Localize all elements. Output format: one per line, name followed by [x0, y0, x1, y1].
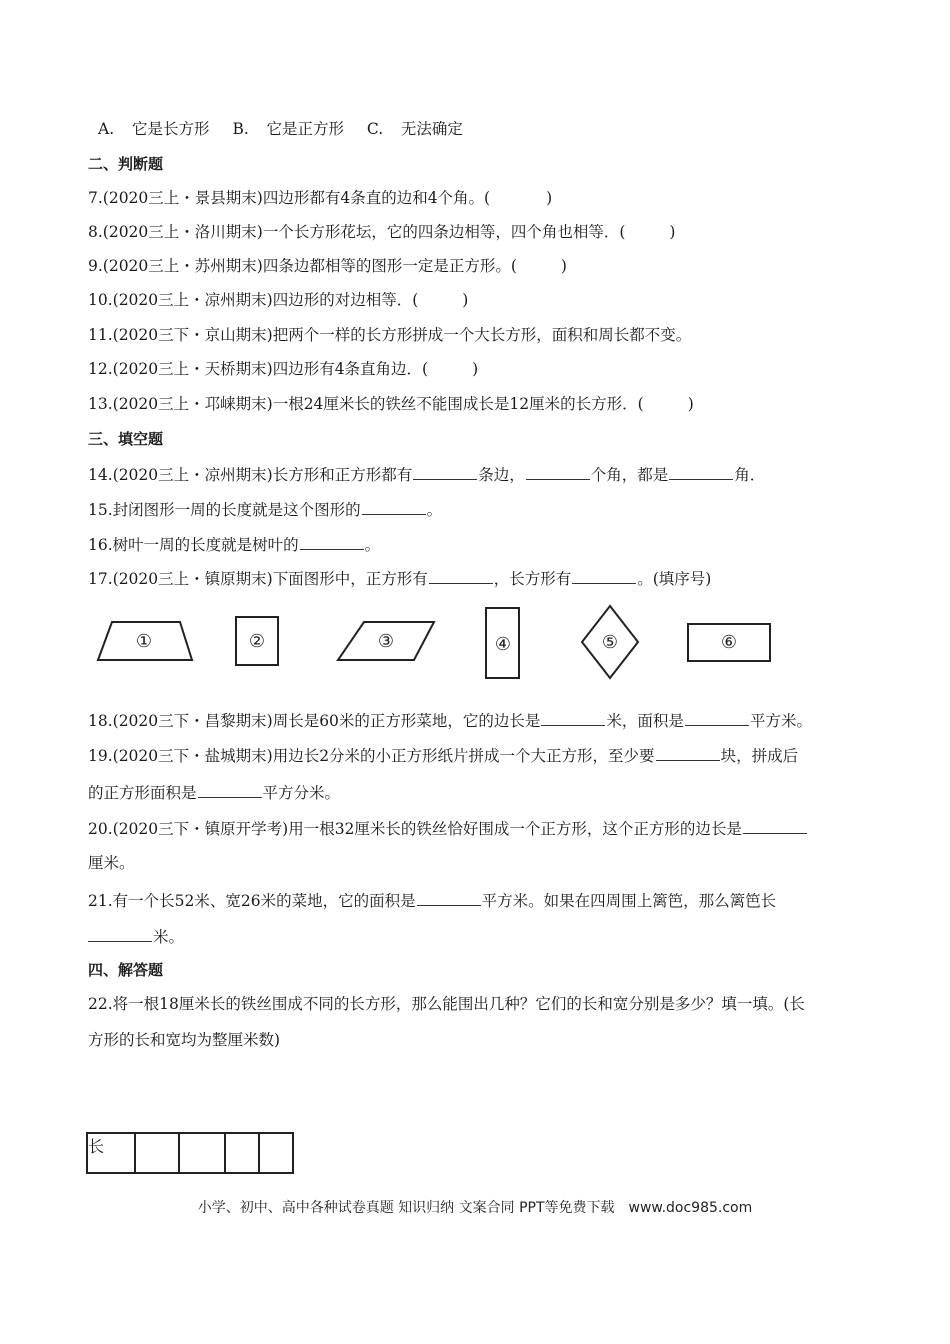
question-12: 12.(2020三上・天桥期末)四边形有4条直角边．( ): [88, 360, 479, 378]
shape-1-label: ①: [135, 631, 153, 652]
table-cell[interactable]: [136, 1134, 180, 1172]
question-19: 19.(2020三下・盐城期末)用边长2分米的小正方形纸片拼成一个大正方形，至少要 块，拼成后: [88, 744, 798, 766]
question-20-cont: 厘米。: [88, 854, 135, 872]
question-14: 14.(2020三上・凉州期末)长方形和正方形都有 条边， 个角，都是 角．: [88, 463, 765, 485]
table-cell[interactable]: [226, 1134, 260, 1172]
answer-blank[interactable]: [541, 709, 605, 726]
answer-blank[interactable]: [743, 817, 807, 834]
q6-options: [88, 119, 481, 139]
answer-blank[interactable]: [669, 463, 733, 480]
section-4-heading: 四、解答题: [88, 961, 164, 979]
section-2-heading: 二、判断题: [88, 155, 164, 173]
answer-blank[interactable]: [417, 889, 481, 906]
question-21-cont: 米。: [88, 925, 184, 947]
question-8: 8.(2020三上・洛川期末)一个长方形花坛，它的四条边相等，四个角也相等．( ): [88, 223, 676, 241]
question-18: 18.(2020三下・昌黎期末)周长是60米的正方形菜地，它的边长是 米，面积是 平方米。: [88, 709, 812, 731]
shape-2-label: ②: [248, 631, 266, 652]
table-row: [88, 1134, 292, 1172]
answer-table: [86, 1132, 294, 1174]
question-19-cont: 的正方形面积是 平方分米。: [88, 781, 340, 803]
option-a[interactable]: A. 它是长方形: [98, 120, 210, 138]
answer-blank[interactable]: [572, 567, 636, 584]
question-9: 9.(2020三上・苏州期末)四条边都相等的图形一定是正方形。( ): [88, 257, 567, 275]
shape-4-label: ④: [494, 634, 512, 655]
question-10: 10.(2020三上・凉州期末)四边形的对边相等．( ): [88, 291, 469, 309]
row-label-length: 长: [88, 1134, 136, 1172]
answer-blank[interactable]: [300, 533, 364, 550]
question-11: 11.(2020三下・京山期末)把两个一样的长方形拼成一个大长方形，面积和周长都不变。: [88, 326, 692, 344]
answer-blank[interactable]: [685, 709, 749, 726]
table-cell[interactable]: [260, 1134, 292, 1172]
question-13: 13.(2020三上・邛崃期末)一根24厘米长的铁丝不能围成长是12厘米的长方形．( ): [88, 395, 694, 413]
question-21: 21.有一个长52米、宽26米的菜地，它的面积是 平方米。如果在四周围上篱笆，那么篱笆长: [88, 889, 776, 911]
answer-blank[interactable]: [413, 463, 477, 480]
shape-5-label: ⑤: [601, 632, 619, 653]
question-15: 15.封闭图形一周的长度就是这个图形的 。: [88, 498, 442, 520]
answer-blank[interactable]: [198, 781, 262, 798]
section-3-heading: 三、填空题: [88, 430, 164, 448]
option-b[interactable]: B. 它是正方形: [232, 120, 344, 138]
question-22: 22.将一根18厘米长的铁丝围成不同的长方形，那么能围出几种？它们的长和宽分别是多少？填一填。(长: [88, 995, 805, 1013]
table-cell[interactable]: [180, 1134, 226, 1172]
shape-3-label: ③: [377, 631, 395, 652]
answer-blank[interactable]: [362, 498, 426, 515]
shapes-figure: [88, 602, 788, 682]
question-17: 17.(2020三上・镇原期末)下面图形中，正方形有 ，长方形有 。(填序号): [88, 567, 711, 589]
option-c[interactable]: C. 无法确定: [366, 120, 463, 138]
answer-blank[interactable]: [88, 925, 152, 942]
footer-ad: 小学、初中、高中各种试卷真题 知识归纳 文案合同 PPT等免费下载 www.doc985.com: [197, 1200, 753, 1216]
question-22-cont: 方形的长和宽均为整厘米数): [88, 1031, 281, 1049]
answer-blank[interactable]: [429, 567, 493, 584]
answer-blank[interactable]: [526, 463, 590, 480]
shape-6-label: ⑥: [720, 632, 738, 653]
question-7: 7.(2020三上・景县期末)四边形都有4条直的边和4个角。( ): [88, 189, 553, 207]
answer-blank[interactable]: [656, 744, 720, 761]
question-20: 20.(2020三下・镇原开学考)用一根32厘米长的铁丝恰好围成一个正方形，这个正方形的边长是: [88, 817, 808, 839]
question-16: 16.树叶一周的长度就是树叶的 。: [88, 533, 380, 555]
